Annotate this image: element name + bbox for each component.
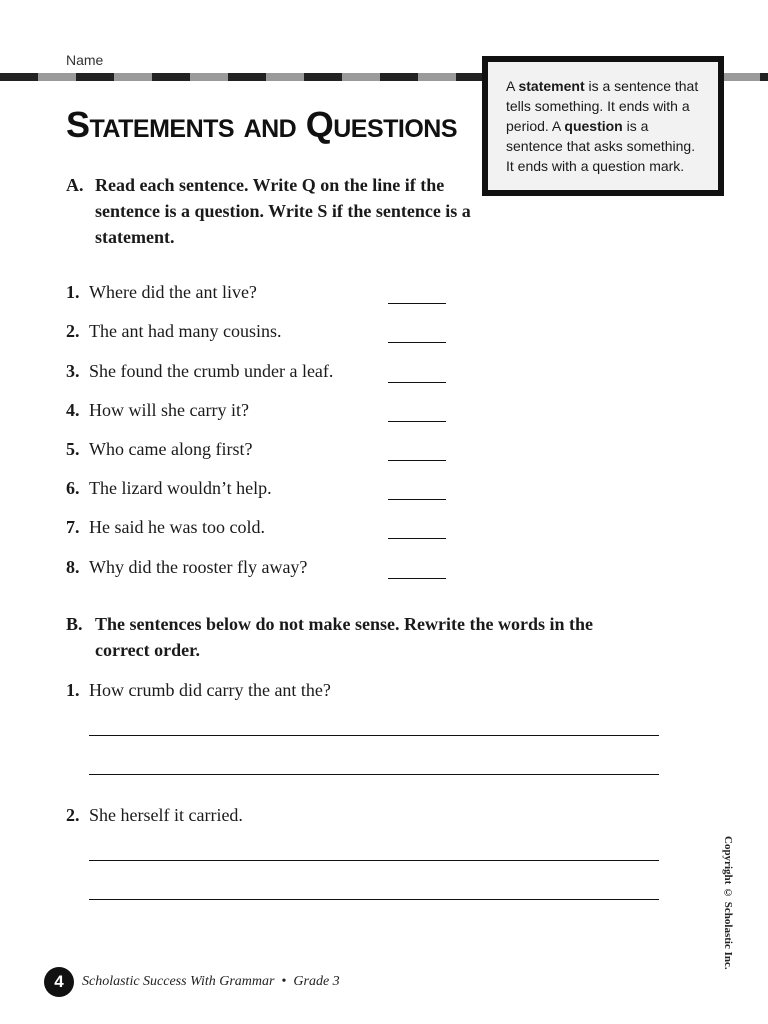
rewrite-line-2a[interactable] bbox=[89, 860, 659, 861]
answer-line-6[interactable] bbox=[388, 485, 446, 500]
item-text: Who came along first? bbox=[89, 439, 253, 459]
section-a-instructions bbox=[66, 172, 486, 250]
question-item-2 bbox=[66, 318, 456, 344]
question-item-5 bbox=[66, 436, 456, 462]
answer-line-3[interactable] bbox=[388, 368, 446, 383]
answer-line-4[interactable] bbox=[388, 407, 446, 422]
item-text: She found the crumb under a leaf. bbox=[89, 361, 334, 381]
page-number-badge: 4 bbox=[44, 967, 74, 997]
section-b-text: The sentences below do not make sense. Rewrite the words in the correct order. bbox=[95, 614, 593, 660]
item-text: Where did the ant live? bbox=[89, 282, 257, 302]
question-item-8 bbox=[66, 554, 456, 580]
item-text: Why did the rooster fly away? bbox=[89, 557, 308, 577]
rewrite-item-2 bbox=[66, 802, 243, 828]
item-text: The ant had many cousins. bbox=[89, 321, 282, 341]
rewrite-item-1 bbox=[66, 677, 331, 703]
item-text: The lizard wouldn’t help. bbox=[89, 478, 272, 498]
copyright-notice: Copyright © Scholastic Inc. bbox=[722, 836, 734, 970]
definition-term-question: question bbox=[564, 118, 623, 134]
rewrite-line-1b[interactable] bbox=[89, 774, 659, 775]
page-title: Statements and Questions bbox=[66, 104, 458, 145]
answer-line-1[interactable] bbox=[388, 289, 446, 304]
section-b-instructions bbox=[66, 611, 606, 663]
definition-text-2: is a sentence that tells something. It ends with a period. A bbox=[506, 78, 699, 134]
answer-line-8[interactable] bbox=[388, 564, 446, 579]
item-number: 6. bbox=[66, 478, 80, 498]
definition-box bbox=[482, 56, 724, 196]
item-number: 4. bbox=[66, 400, 80, 420]
footer-book-title: Scholastic Success With Grammar bbox=[82, 974, 275, 989]
section-a-text: Read each sentence. Write Q on the line if the sentence is a question. Write S if the sentence is a statement. bbox=[95, 175, 471, 247]
question-item-3 bbox=[66, 358, 456, 384]
item-text: How crumb did carry the ant the? bbox=[89, 680, 331, 700]
definition-text-1: A bbox=[506, 78, 519, 94]
footer bbox=[44, 966, 340, 998]
section-b-letter: B. bbox=[66, 614, 83, 634]
item-number: 7. bbox=[66, 517, 80, 537]
question-item-7 bbox=[66, 514, 456, 540]
item-number: 2. bbox=[66, 805, 80, 825]
answer-line-2[interactable] bbox=[388, 328, 446, 343]
rewrite-line-1a[interactable] bbox=[89, 735, 659, 736]
item-number: 2. bbox=[66, 321, 80, 341]
answer-line-5[interactable] bbox=[388, 446, 446, 461]
question-item-6 bbox=[66, 475, 456, 501]
section-a-letter: A. bbox=[66, 175, 84, 195]
item-text: How will she carry it? bbox=[89, 400, 249, 420]
item-text: She herself it carried. bbox=[89, 805, 243, 825]
question-item-4 bbox=[66, 397, 456, 423]
item-number: 3. bbox=[66, 361, 80, 381]
item-number: 1. bbox=[66, 282, 80, 302]
item-text: He said he was too cold. bbox=[89, 517, 265, 537]
name-label: Name bbox=[66, 52, 104, 68]
definition-text-3: is a sentence that asks something. It ends with a question mark. bbox=[506, 118, 696, 174]
footer-grade: Grade 3 bbox=[293, 974, 340, 989]
item-number: 8. bbox=[66, 557, 80, 577]
footer-separator: • bbox=[281, 974, 287, 989]
answer-line-7[interactable] bbox=[388, 524, 446, 539]
item-number: 1. bbox=[66, 680, 80, 700]
question-item-1 bbox=[66, 279, 456, 305]
rewrite-line-2b[interactable] bbox=[89, 899, 659, 900]
definition-term-statement: statement bbox=[518, 78, 585, 94]
item-number: 5. bbox=[66, 439, 80, 459]
